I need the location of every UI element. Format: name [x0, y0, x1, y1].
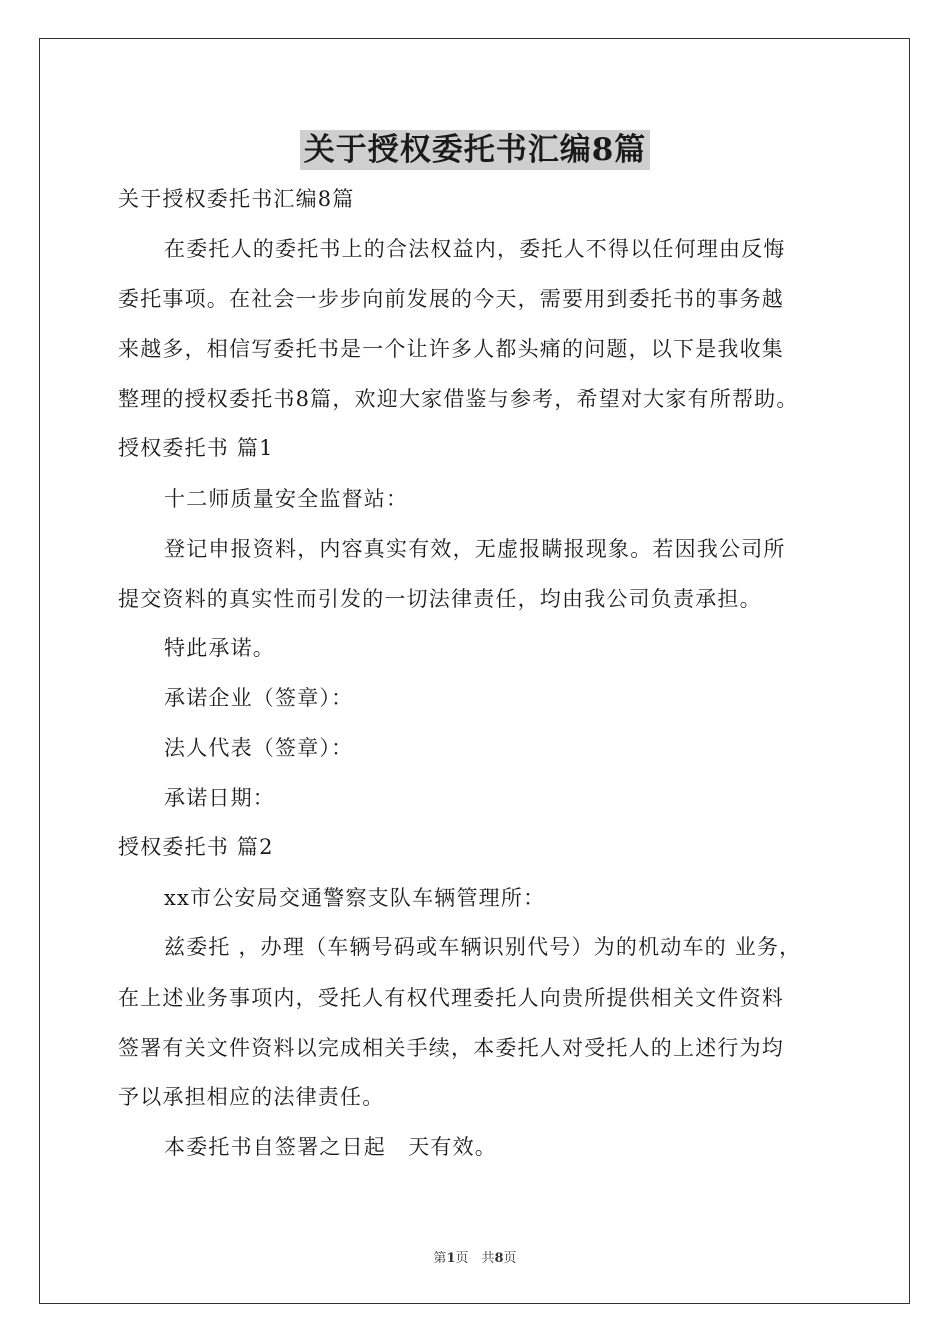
subtitle-line: 关于授权委托书汇编8篇 [118, 187, 355, 211]
page-footer [0, 1247, 950, 1266]
paragraph-line: 特此承诺。 [164, 636, 275, 660]
paragraph-line: 予以承担相应的法律责任。 [118, 1085, 385, 1109]
paragraph-line: 提交资料的真实性而引发的一切法律责任，均由我公司负责承担。 [118, 587, 762, 611]
paragraph-line: 本委托书自签署之日起 天有效。 [164, 1135, 497, 1159]
paragraph-line: 委托事项。在社会一步步向前发展的今天，需要用到委托书的事务越 [118, 287, 784, 311]
paragraph-line: 承诺企业（签章）： [164, 686, 354, 710]
paragraph-line: 签署有关文件资料以完成相关手续，本委托人对受托人的上述行为均 [118, 1036, 784, 1060]
paragraph-line: 在上述业务事项内，受托人有权代理委托人向贵所提供相关文件资料 [118, 986, 784, 1010]
title-text: 关于授权委托书汇编8篇 [300, 130, 651, 170]
footer-suffix: 页 [503, 1251, 517, 1266]
paragraph-line: 十二师质量安全监督站： [164, 487, 409, 511]
paragraph-line: 整理的授权委托书8篇，欢迎大家借鉴与参考，希望对大家有所帮助。 [118, 387, 799, 411]
paragraph-line: 承诺日期： [164, 786, 275, 810]
paragraph-line: 在委托人的委托书上的合法权益内，委托人不得以任何理由反悔 [164, 237, 786, 261]
footer-mid: 页 共 [455, 1251, 495, 1266]
footer-prefix: 第 [433, 1251, 447, 1266]
section-heading: 授权委托书 篇2 [118, 835, 274, 859]
paragraph-line: xx市公安局交通警察支队车辆管理所： [164, 886, 546, 910]
paragraph-line: 来越多，相信写委托书是一个让许多人都头痛的问题，以下是我收集 [118, 337, 784, 361]
footer-current-page: 1 [446, 1251, 456, 1266]
paragraph-line: 登记申报资料，内容真实有效，无虚报瞒报现象。若因我公司所 [164, 537, 786, 561]
paragraph-line: 兹委托 ，办理（车辆号码或车辆识别代号）为的机动车的 业务， [164, 935, 802, 959]
section-heading: 授权委托书 篇1 [118, 436, 274, 460]
document-title [0, 124, 950, 169]
footer-total-pages: 8 [494, 1251, 504, 1266]
page-border [39, 38, 910, 1304]
paragraph-line: 法人代表（签章）： [164, 736, 354, 760]
